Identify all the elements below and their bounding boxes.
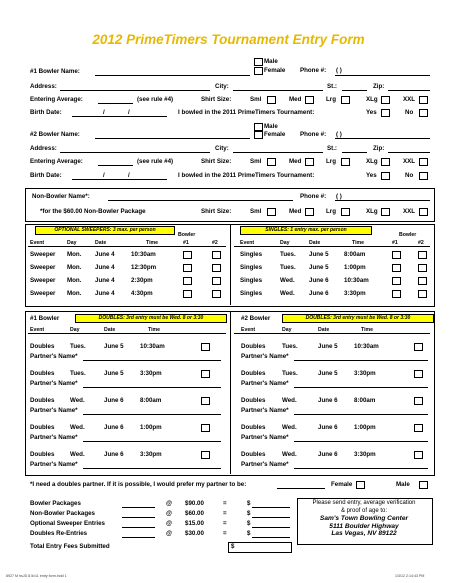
doubles1-partner-field[interactable] [83,414,221,415]
doubles2-row-cell: Doubles [241,397,266,404]
send-line4: 5111 Boulder Highway [329,522,399,530]
doubles2-partner-field[interactable] [294,387,428,388]
send-to-text [297,500,431,538]
bowler1-size-med-checkbox[interactable] [305,96,314,104]
bowler1-size-lrg-checkbox[interactable] [341,96,350,104]
sweepers-row-cell: June 4 [95,277,115,284]
sweepers-row-cell: Sweeper [30,264,56,271]
bowler2-average-field[interactable] [98,165,133,166]
doubles1-partner-label: Partner's Name* [30,407,78,414]
bowler1-phone-field[interactable] [335,75,430,76]
doubles2-row-cell: Wed. [282,451,297,458]
bowler2-male-checkbox[interactable] [254,123,263,131]
sweepers-row-cell: 4:30pm [131,290,153,297]
bowler1-size-sml: Sml [250,96,262,103]
doubles1-header-rule [28,333,226,334]
doubles2-row-cell: Doubles [241,343,266,350]
fee-row-cell: $ [247,510,251,517]
send-line1: Please send entry, average verification [312,500,416,506]
doubles2-partner-label: Partner's Name* [241,380,289,387]
fee-row-cell: Doubles Re-Entries [30,530,88,537]
bowler2-no-label: No [405,172,414,179]
doubles2-row-cell: 3:30pm [354,370,376,377]
fee-row-cell: = [223,530,227,537]
sweepers-header-b2: #2 [212,240,218,246]
fee-amount-field[interactable] [252,527,290,528]
bowler1-bowled-label: I bowled in the 2011 PrimeTimers Tournament: [178,109,315,116]
sweepers-header-b1: #1 [183,240,189,246]
doubles2-row-cell: 1:00pm [354,424,376,431]
fee-row-cell: $60.00 [185,510,204,517]
doubles2-checkbox[interactable] [414,451,423,459]
sweepers-bowler2-checkbox[interactable] [212,264,221,272]
bowler2-female-label: Female [264,131,286,138]
fee-row-cell: @ [166,500,173,507]
singles-bowler1-checkbox[interactable] [392,277,401,285]
bowler2-size-lrg: Lrg [326,158,336,165]
send-line3: Sam's Town Bowling Center [319,515,409,522]
fee-row-cell: Optional Sweeper Entries [30,520,105,527]
doubles1-row-cell: Doubles [30,370,55,377]
bowler1-male-checkbox[interactable] [254,58,263,66]
bowler1-size-sml-checkbox[interactable] [267,96,276,104]
bowler1-size-xlg: XLg [366,96,378,103]
doubles2-header-time: Time [361,327,374,333]
doubles2-partner-label: Partner's Name* [241,353,289,360]
sweepers-row-cell: Sweeper [30,290,56,297]
doubles1-partner-field[interactable] [83,360,221,361]
singles-row-cell: June 6 [309,277,329,284]
fee-quantity-field[interactable] [122,507,155,508]
doubles2-partner-field[interactable] [294,414,428,415]
sweepers-row-cell: Mon. [67,264,82,271]
doubles1-partner-field[interactable] [83,441,221,442]
total-dollar: $ [231,543,235,550]
fee-quantity-field[interactable] [122,517,155,518]
total-box[interactable] [228,542,292,553]
nonbowler-size-lrg-checkbox[interactable] [341,208,350,216]
sweepers-bowler-label: Bowler [178,232,196,238]
doubles1-row-cell: 3:30pm [140,370,162,377]
bowler2-st-field[interactable] [342,152,367,153]
doubles2-bowler-label: #2 Bowler [241,315,271,322]
doubles-divider [230,311,231,474]
bowler2-size-sml: Sml [250,158,262,165]
singles-bowler2-checkbox[interactable] [418,290,427,298]
doubles1-row-cell: June 6 [104,397,124,404]
doubles1-row-cell: June 6 [104,451,124,458]
bowler1-city-label: City: [215,83,229,90]
sweepers-row-cell: 10:30am [131,251,156,258]
bowler2-size-xlg-checkbox[interactable] [381,158,390,166]
doubles1-row-cell: June 5 [104,370,124,377]
sweepers-header-rule [28,246,226,247]
bowler2-size-xxl-checkbox[interactable] [419,158,428,166]
nonbowler-size-xxl: XXL [403,208,416,215]
bowler2-size-sml-checkbox[interactable] [267,158,276,166]
sweepers-row-cell: June 4 [95,290,115,297]
doubles1-row-cell: Doubles [30,451,55,458]
doubles1-row-cell: Tues. [70,343,86,350]
nonbowler-size-xlg-checkbox[interactable] [381,208,390,216]
doubles1-row-cell: Wed. [70,397,85,404]
fee-row-cell: Bowler Packages [30,500,81,507]
singles-row-cell: Wed. [280,290,295,297]
doubles1-partner-field[interactable] [83,387,221,388]
doubles1-bowler-label: #1 Bowler [30,315,60,322]
fee-row-cell: @ [166,530,173,537]
singles-row-cell: Wed. [280,277,295,284]
doubles2-checkbox[interactable] [414,397,423,405]
sweepers-header-event: Event [30,240,45,246]
doubles1-checkbox[interactable] [201,370,210,378]
bowler2-city-field[interactable] [233,152,323,153]
fee-row-cell: $ [247,500,251,507]
nonbowler-name-label: Non-Bowler Name*: [32,193,90,200]
singles-bowler1-checkbox[interactable] [392,290,401,298]
singles-row-cell: 8:00am [344,251,366,258]
fee-quantity-field[interactable] [122,527,155,528]
sweepers-row-cell: Mon. [67,251,82,258]
singles-bowler2-checkbox[interactable] [418,264,427,272]
bowler1-shirt-label: Shirt Size: [201,96,232,103]
fee-row-cell: $30.00 [185,530,204,537]
bowler1-yes-label: Yes [366,109,377,116]
bowler1-average-label: Entering Average: [30,96,83,103]
doubles2-header-event: Event [241,327,256,333]
doubles2-row-cell: June 6 [318,451,338,458]
nonbowler-phone-parens: ( ) [336,193,342,200]
doubles2-header-rule [234,333,430,334]
doubles2-row-cell: 8:00am [354,397,376,404]
doubles1-partner-label: Partner's Name* [30,461,78,468]
doubles1-row-cell: Wed. [70,424,85,431]
fee-amount-field[interactable] [252,537,290,538]
sweepers-bowler1-checkbox[interactable] [183,264,192,272]
singles-row-cell: Singles [240,251,263,258]
bowler2-female-checkbox[interactable] [254,131,263,139]
doubles2-partner-label: Partner's Name* [241,461,289,468]
singles-row-cell: 10:30am [344,277,369,284]
doubles1-header-event: Event [30,327,45,333]
doubles2-partner-field[interactable] [294,468,428,469]
fee-row-cell: = [223,520,227,527]
sweepers-banner: OPTIONAL SWEEPERS: 3 max. per person [35,226,175,235]
bowler2-st-label: St.: [327,145,337,152]
bowler2-name-field[interactable] [95,138,250,139]
nonbowler-size-xlg: XLg [366,208,378,215]
fee-quantity-field[interactable] [122,537,155,538]
doubles2-partner-field[interactable] [294,441,428,442]
bowler1-phone-label: Phone #: [300,67,327,74]
bowler1-zip-label: Zip: [373,83,385,90]
doubles2-header-day: Day [282,327,292,333]
bowler1-st-field[interactable] [342,90,367,91]
bowler2-size-med: Med [289,158,302,165]
nonbowler-size-med-checkbox[interactable] [305,208,314,216]
bowler2-no-checkbox[interactable] [419,172,428,180]
doubles1-row-cell: June 6 [104,424,124,431]
doubles1-row-cell: 10:30am [140,343,165,350]
singles-bowler1-checkbox[interactable] [392,251,401,259]
doubles1-row-cell: Doubles [30,343,55,350]
nonbowler-size-sml: Sml [250,208,262,215]
bowler2-phone-field[interactable] [335,138,430,139]
bowler1-city-field[interactable] [233,90,323,91]
sweepers-header-time: Time [146,240,159,246]
bowler2-birth-slash2: / [128,172,130,179]
partner-note: *I need a doubles partner. If it is possible, I would prefer my partner to be: [30,481,247,488]
bowler1-name-field[interactable] [95,75,250,76]
sweepers-row-cell: 2:30pm [131,277,153,284]
partner-preference-field[interactable] [277,488,325,489]
doubles1-partner-label: Partner's Name* [30,380,78,387]
doubles1-partner-label: Partner's Name* [30,353,78,360]
sweepers-row-cell: Sweeper [30,277,56,284]
doubles2-row-cell: June 6 [318,424,338,431]
bowler1-birth-slash2: / [128,109,130,116]
bowler1-no-checkbox[interactable] [419,109,428,117]
sweepers-bowler1-checkbox[interactable] [183,290,192,298]
nonbowler-size-lrg: Lrg [326,208,336,215]
singles-bowler1-checkbox[interactable] [392,264,401,272]
bowler1-size-lrg: Lrg [326,96,336,103]
singles-row-cell: June 5 [309,264,329,271]
doubles2-row-cell: Tues. [282,343,298,350]
bowler1-female-label: Female [264,67,286,74]
doubles2-row-cell: June 6 [318,397,338,404]
doubles2-row-cell: 3:30pm [354,451,376,458]
fee-row-cell: $ [247,530,251,537]
singles-row-cell: June 6 [309,290,329,297]
bowler2-size-xlg: XLg [366,158,378,165]
doubles1-checkbox[interactable] [201,451,210,459]
bowler2-birth-field[interactable] [72,179,167,180]
doubles1-header-date: Date [104,327,116,333]
fee-row-cell: @ [166,520,173,527]
bowler2-address-label: Address: [30,145,57,152]
singles-header-day: Day [280,240,290,246]
doubles1-banner: DOUBLES: 3rd entry must be Wed. 8 or 3:30 [75,314,227,323]
bowler1-address-field[interactable] [60,90,210,91]
singles-row-cell: Tues. [280,264,296,271]
form-title: 2012 PrimeTimers Tournament Entry Form [92,32,365,47]
doubles1-row-cell: June 5 [104,343,124,350]
nonbowler-name-field[interactable] [108,200,293,201]
fee-row-cell: $ [247,520,251,527]
bowler2-yes-label: Yes [366,172,377,179]
doubles2-checkbox[interactable] [414,370,423,378]
fee-row-cell: $90.00 [185,500,204,507]
bowler1-st-label: St.: [327,83,337,90]
bowler2-size-xxl: XXL [403,158,416,165]
doubles1-checkbox[interactable] [201,343,210,351]
sweepers-singles-divider [230,224,231,305]
footer-right: 1/3/12 2:14:43 PM [395,574,425,578]
fee-amount-field[interactable] [252,507,290,508]
bowler2-size-med-checkbox[interactable] [305,158,314,166]
sweepers-row-cell: 12:30pm [131,264,157,271]
bowler1-size-xlg-checkbox[interactable] [381,96,390,104]
singles-row-cell: Singles [240,290,263,297]
bowler1-birth-field[interactable] [72,116,167,117]
doubles2-row-cell: Doubles [241,451,266,458]
bowler1-yes-checkbox[interactable] [381,109,390,117]
sweepers-bowler2-checkbox[interactable] [212,277,221,285]
doubles2-partner-field[interactable] [294,360,428,361]
doubles2-partner-label: Partner's Name* [241,407,289,414]
singles-bowler-label: Bowler [399,232,417,238]
sweepers-row-cell: June 4 [95,264,115,271]
doubles1-row-cell: 8:00am [140,397,162,404]
sweepers-bowler1-checkbox[interactable] [183,251,192,259]
bowler1-name-label: #1 Bowler Name: [30,68,80,75]
doubles2-row-cell: Wed. [282,397,297,404]
singles-header-b1: #1 [392,240,398,246]
singles-banner: SINGLES: 1 entry max. per person [240,226,372,235]
sweepers-header-date: Date [95,240,107,246]
doubles2-row-cell: Doubles [241,370,266,377]
sweepers-row-cell: Mon. [67,290,82,297]
partner-male-label: Male [396,481,410,488]
singles-header-rule [234,246,430,247]
nonbowler-phone-label: Phone #: [300,193,327,200]
bowler1-rule-label: (see rule #4) [137,96,174,103]
bowler2-male-label: Male [264,123,278,130]
bowler1-male-label: Male [264,58,278,65]
doubles2-row-cell: June 5 [318,370,338,377]
doubles2-row-cell: 10:30am [354,343,379,350]
bowler1-birth-label: Birth Date: [30,109,62,116]
doubles2-checkbox[interactable] [414,424,423,432]
sweepers-bowler2-checkbox[interactable] [212,251,221,259]
bowler2-phone-label: Phone #: [300,131,327,138]
bowler2-bowled-label: I bowled in the 2011 PrimeTimers Tournament: [178,172,315,179]
bowler2-rule-label: (see rule #4) [137,158,174,165]
send-line5: Las Vegas, NV 89122 [331,530,397,537]
singles-header-b2: #2 [418,240,424,246]
doubles2-row-cell: June 5 [318,343,338,350]
bowler1-zip-field[interactable] [388,90,430,91]
doubles1-header-day: Day [70,327,80,333]
doubles1-row-cell: 3:30pm [140,451,162,458]
fee-row-cell: = [223,510,227,517]
doubles2-row-cell: Wed. [282,424,297,431]
singles-bowler2-checkbox[interactable] [418,251,427,259]
sweepers-bowler1-checkbox[interactable] [183,277,192,285]
nonbowler-size-xxl-checkbox[interactable] [419,208,428,216]
bowler1-size-xxl-checkbox[interactable] [419,96,428,104]
bowler2-shirt-label: Shirt Size: [201,158,232,165]
bowler2-birth-label: Birth Date: [30,172,62,179]
bowler1-female-checkbox[interactable] [254,67,263,75]
singles-row-cell: 3:30pm [344,290,366,297]
footer-left: 8927 M hsJD 8.5x11 entry form.indd 1 [6,574,67,578]
bowler2-name-label: #2 Bowler Name: [30,131,80,138]
fee-row-cell: $15.00 [185,520,204,527]
doubles1-partner-label: Partner's Name* [30,434,78,441]
bowler2-birth-slash1: / [103,172,105,179]
singles-bowler2-checkbox[interactable] [418,277,427,285]
doubles2-partner-label: Partner's Name* [241,434,289,441]
doubles1-row-cell: 1:00pm [140,424,162,431]
sweepers-row-cell: Mon. [67,277,82,284]
bowler1-size-med: Med [289,96,302,103]
singles-row-cell: Singles [240,277,263,284]
singles-header-event: Event [240,240,255,246]
nonbowler-package-label: *for the $60.00 Non-Bowler Package [40,208,146,215]
nonbowler-phone-field[interactable] [335,200,430,201]
fee-amount-field[interactable] [252,517,290,518]
sweepers-bowler2-checkbox[interactable] [212,290,221,298]
sweepers-row-cell: Sweeper [30,251,56,258]
doubles1-header-time: Time [148,327,161,333]
singles-header-time: Time [352,240,365,246]
doubles1-checkbox[interactable] [201,397,210,405]
doubles1-row-cell: Doubles [30,397,55,404]
sweepers-row-cell: June 4 [95,251,115,258]
bowler1-birth-slash1: / [103,109,105,116]
singles-row-cell: 1:00pm [344,264,366,271]
bowler1-phone-parens: ( ) [336,67,342,74]
singles-row-cell: June 5 [309,251,329,258]
bowler1-size-xxl: XXL [403,96,416,103]
send-line2: & proof of age to: [340,507,388,514]
nonbowler-size-sml-checkbox[interactable] [267,208,276,216]
bowler2-zip-field[interactable] [388,152,430,153]
doubles1-row-cell: Tues. [70,370,86,377]
bowler2-yes-checkbox[interactable] [381,172,390,180]
bowler1-no-label: No [405,109,414,116]
doubles1-row-cell: Doubles [30,424,55,431]
partner-female-checkbox[interactable] [356,481,365,489]
bowler2-average-label: Entering Average: [30,158,83,165]
partner-female-label: Female [331,481,353,488]
partner-male-checkbox[interactable] [419,481,428,489]
doubles2-row-cell: Tues. [282,370,298,377]
doubles2-row-cell: Doubles [241,424,266,431]
doubles1-partner-field[interactable] [83,468,221,469]
nonbowler-shirt-label: Shirt Size: [201,208,232,215]
total-label: Total Entry Fees Submitted [30,543,110,550]
singles-row-cell: Tues. [280,251,296,258]
singles-header-date: Date [309,240,321,246]
bowler1-address-label: Address: [30,83,57,90]
doubles2-header-date: Date [318,327,330,333]
nonbowler-size-med: Med [289,208,302,215]
bowler1-average-field[interactable] [98,103,133,104]
doubles1-row-cell: Wed. [70,451,85,458]
bowler2-address-field[interactable] [60,152,210,153]
bowler2-phone-parens: ( ) [336,131,342,138]
doubles2-checkbox[interactable] [414,343,423,351]
bowler2-zip-label: Zip: [373,145,385,152]
singles-row-cell: Singles [240,264,263,271]
fee-row-cell: @ [166,510,173,517]
doubles1-checkbox[interactable] [201,424,210,432]
doubles2-banner: DOUBLES: 3rd entry must be Wed. 8 or 3:30 [282,314,434,323]
fee-row-cell: = [223,500,227,507]
bowler2-city-label: City: [215,145,229,152]
fee-row-cell: Non-Bowler Packages [30,510,95,517]
bowler2-size-lrg-checkbox[interactable] [341,158,350,166]
sweepers-header-day: Day [67,240,77,246]
